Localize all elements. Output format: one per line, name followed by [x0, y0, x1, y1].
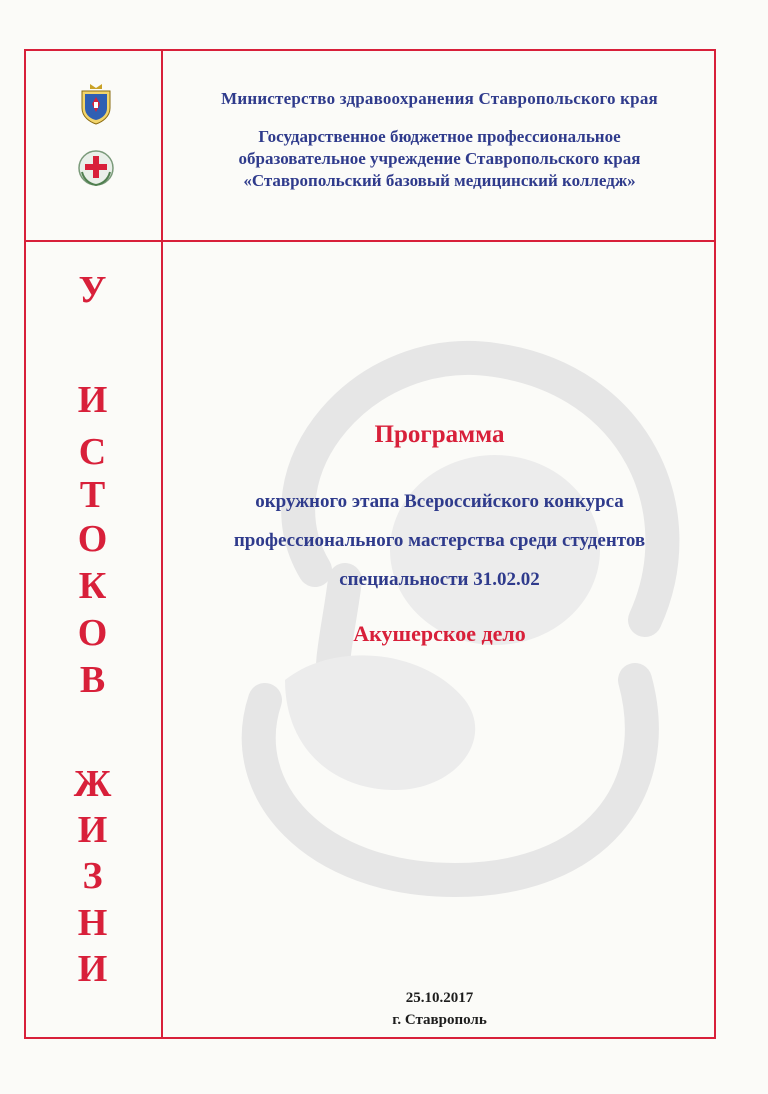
program-description-line-2: профессионального мастерства среди студентов [233, 530, 646, 551]
program-description-line-3: специальности 31.02.02 [339, 569, 540, 590]
side-title-letter: У [78, 269, 107, 311]
institution-name [163, 126, 716, 192]
side-title-letter: К [78, 565, 107, 607]
side-title-letter: З [82, 855, 103, 897]
side-title-letter: И [77, 809, 108, 851]
side-title-letter: Н [77, 902, 108, 944]
event-date: 25.10.2017 [405, 990, 474, 1006]
side-title-letter: О [77, 518, 108, 560]
institution-line-2: образовательное учреждение Ставропольского края [238, 149, 641, 168]
event-city: г. Ставрополь [392, 1012, 487, 1028]
side-title-letter: В [79, 659, 106, 701]
specialty-name: Акушерское дело [353, 621, 526, 646]
side-title-letter: Ж [73, 763, 112, 805]
side-title-letter: О [77, 612, 108, 654]
program-description [163, 482, 716, 599]
institution-line-1: Государственное бюджетное профессиональное [258, 127, 621, 146]
side-title-letter: И [77, 379, 108, 421]
program-description-line-1: окружного этапа Всероссийского конкурса [255, 491, 624, 512]
horizontal-divider [24, 240, 716, 242]
side-title-letter: Т [79, 474, 106, 516]
program-title: Программа [374, 421, 505, 448]
coat-of-arms-icon [76, 82, 116, 126]
institution-line-3: «Ставропольский базовый медицинский колледж» [243, 171, 636, 190]
side-title-letter: С [78, 431, 107, 473]
side-title-letter: И [77, 948, 108, 990]
ministry-name: Министерство здравоохранения Ставропольского края [221, 89, 658, 108]
red-cross-emblem-icon [76, 146, 116, 190]
